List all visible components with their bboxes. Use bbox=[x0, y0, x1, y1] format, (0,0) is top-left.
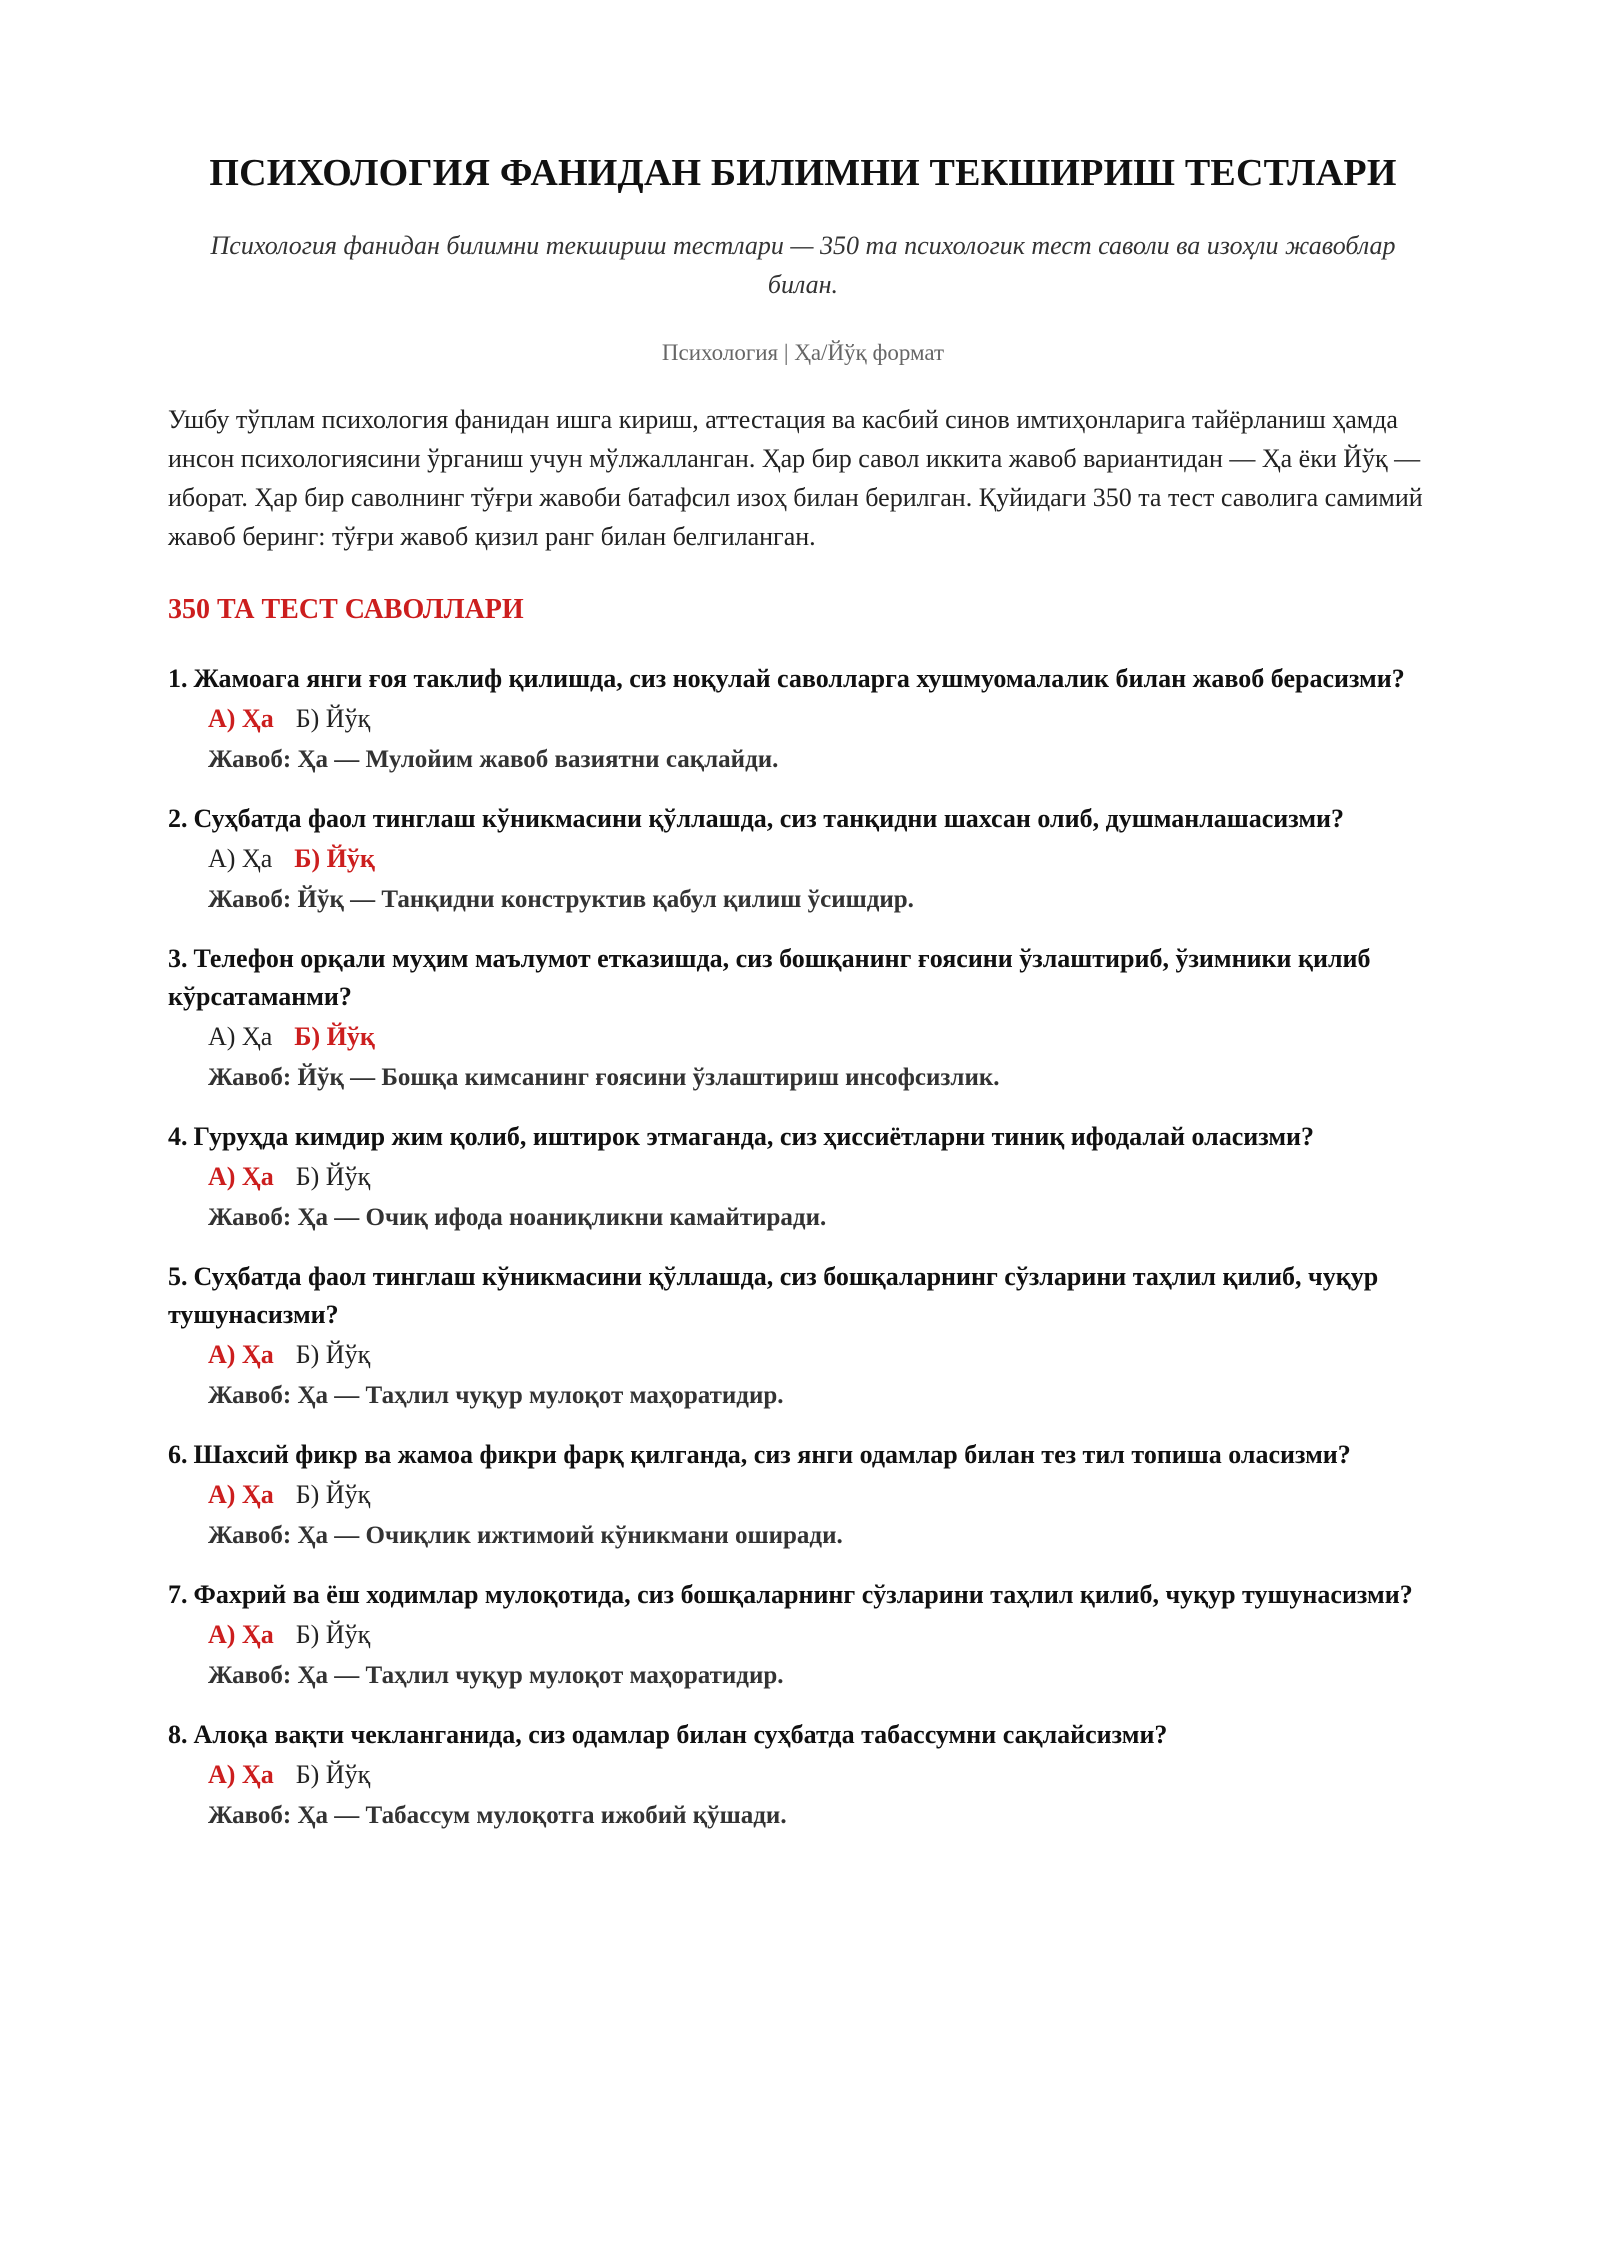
document-page bbox=[168, 150, 1438, 1856]
option-b[interactable]: Б) Йўқ bbox=[294, 844, 375, 873]
answer-options bbox=[168, 1474, 1438, 1516]
answer-options bbox=[168, 1334, 1438, 1376]
option-b[interactable]: Б) Йўқ bbox=[295, 1480, 371, 1509]
question-text bbox=[168, 1258, 1438, 1334]
question-body: Суҳбатда фаол тинглаш кўникмасини қўллашда, сиз бошқаларнинг сўзларини таҳлил қилиб, чуқур тушунасизми? bbox=[168, 1262, 1379, 1329]
answer-explanation: Жавоб: Ҳа — Мулойим жавоб вазиятни сақлайди. bbox=[208, 746, 779, 773]
question-body: Телефон орқали муҳим маълумот етказишда, сиз бошқанинг ғоясини ўзлаштириб, ўзимники қилиб кўрсатаманми? bbox=[168, 944, 1371, 1011]
answer-explanation: Жавоб: Ҳа — Таҳлил чуқур мулоқот маҳоратидир. bbox=[208, 1382, 784, 1409]
question-item bbox=[168, 1258, 1438, 1416]
question-number: 8. bbox=[168, 1720, 188, 1749]
option-a[interactable]: А) Ҳа bbox=[208, 1022, 273, 1051]
question-body: Фахрий ва ёш ходимлар мулоқотида, сиз бошқаларнинг сўзларини таҳлил қилиб, чуқур тушунасизми? bbox=[193, 1580, 1413, 1609]
question-text bbox=[168, 940, 1438, 1016]
question-item bbox=[168, 1716, 1438, 1836]
question-body: Алоқа вақти чекланганида, сиз одамлар билан суҳбатда табассумни сақлайсизми? bbox=[193, 1720, 1168, 1749]
answer-options bbox=[168, 1016, 1438, 1058]
option-a[interactable]: А) Ҳа bbox=[208, 1620, 274, 1649]
option-b[interactable]: Б) Йўқ bbox=[295, 1620, 371, 1649]
page-subtitle: Психология фанидан билимни текшириш тестлари — 350 та психологик тест саволи ва изоҳли жавоблар билан. bbox=[210, 231, 1396, 299]
option-b[interactable]: Б) Йўқ bbox=[295, 1340, 371, 1369]
question-number: 5. bbox=[168, 1262, 188, 1291]
question-list bbox=[168, 660, 1438, 1836]
section-heading: 350 ТА ТЕСТ САВОЛЛАРИ bbox=[168, 594, 524, 625]
question-number: 1. bbox=[168, 664, 188, 693]
option-a[interactable]: А) Ҳа bbox=[208, 704, 274, 733]
question-item bbox=[168, 660, 1438, 780]
option-b[interactable]: Б) Йўқ bbox=[294, 1022, 375, 1051]
question-text bbox=[168, 800, 1438, 838]
question-item bbox=[168, 1118, 1438, 1238]
question-body: Гуруҳда кимдир жим қолиб, иштирок этмаганда, сиз ҳиссиётларни тиниқ ифодалай оласизми? bbox=[193, 1122, 1315, 1151]
category-format-line: Психология | Ҳа/Йўқ формат bbox=[661, 340, 945, 365]
question-number: 3. bbox=[168, 944, 188, 973]
question-body: Шахсий фикр ва жамоа фикри фарқ қилганда, сиз янги одамлар билан тез тил топиша оласизми? bbox=[193, 1440, 1351, 1469]
question-item bbox=[168, 1576, 1438, 1696]
answer-explanation: Жавоб: Ҳа — Очиқлик ижтимоий кўникмани оширади. bbox=[208, 1522, 843, 1549]
question-item bbox=[168, 800, 1438, 920]
option-b[interactable]: Б) Йўқ bbox=[295, 704, 371, 733]
answer-options bbox=[168, 1614, 1438, 1656]
question-text bbox=[168, 1576, 1438, 1614]
question-number: 6. bbox=[168, 1440, 188, 1469]
option-a[interactable]: А) Ҳа bbox=[208, 1340, 274, 1369]
answer-options bbox=[168, 838, 1438, 880]
answer-explanation: Жавоб: Йўқ — Бошқа кимсанинг ғоясини ўзлаштириш инсофсизлик. bbox=[208, 1064, 1000, 1091]
question-item bbox=[168, 940, 1438, 1098]
answer-explanation: Жавоб: Ҳа — Таҳлил чуқур мулоқот маҳоратидир. bbox=[208, 1662, 784, 1689]
question-body: Суҳбатда фаол тинглаш кўникмасини қўллашда, сиз танқидни шахсан олиб, душманлашасизми? bbox=[193, 804, 1345, 833]
question-number: 7. bbox=[168, 1580, 188, 1609]
answer-explanation: Жавоб: Йўқ — Танқидни конструктив қабул қилиш ўсишдир. bbox=[208, 886, 914, 913]
option-a[interactable]: А) Ҳа bbox=[208, 844, 273, 873]
question-text bbox=[168, 1436, 1438, 1474]
page-title: ПСИХОЛОГИЯ ФАНИДАН БИЛИМНИ ТЕКШИРИШ ТЕСТЛАРИ bbox=[209, 152, 1397, 194]
question-item bbox=[168, 1436, 1438, 1556]
option-a[interactable]: А) Ҳа bbox=[208, 1162, 274, 1191]
option-a[interactable]: А) Ҳа bbox=[208, 1480, 274, 1509]
question-text bbox=[168, 1118, 1438, 1156]
question-body: Жамоага янги ғоя таклиф қилишда, сиз ноқулай саволларга хушмуомалалик билан жавоб берасизми? bbox=[193, 664, 1405, 693]
answer-options bbox=[168, 1754, 1438, 1796]
question-number: 4. bbox=[168, 1122, 188, 1151]
intro-paragraph: Ушбу тўплам психология фанидан ишга кириш, аттестация ва касбий синов имтиҳонларига тайёрланиш ҳамда инсон психологиясини ўрганиш учун мўлжалланган. Ҳар бир савол иккита жавоб вариантидан — Ҳа ёки Йўқ — иборат. Ҳар бир саволнинг тўғри жавоби батафсил изоҳ билан берилган. Қуйидаги 350 та тест саволига самимий жавоб беринг: тўғри жавоб қизил ранг билан белгиланган. bbox=[168, 405, 1423, 551]
option-b[interactable]: Б) Йўқ bbox=[295, 1162, 371, 1191]
option-a[interactable]: А) Ҳа bbox=[208, 1760, 274, 1789]
question-number: 2. bbox=[168, 804, 188, 833]
question-text bbox=[168, 660, 1438, 698]
question-text bbox=[168, 1716, 1438, 1754]
answer-options bbox=[168, 1156, 1438, 1198]
answer-explanation: Жавоб: Ҳа — Очиқ ифода ноаниқликни камайтиради. bbox=[208, 1204, 827, 1231]
option-b[interactable]: Б) Йўқ bbox=[295, 1760, 371, 1789]
answer-explanation: Жавоб: Ҳа — Табассум мулоқотга ижобий қўшади. bbox=[208, 1802, 787, 1829]
answer-options bbox=[168, 698, 1438, 740]
